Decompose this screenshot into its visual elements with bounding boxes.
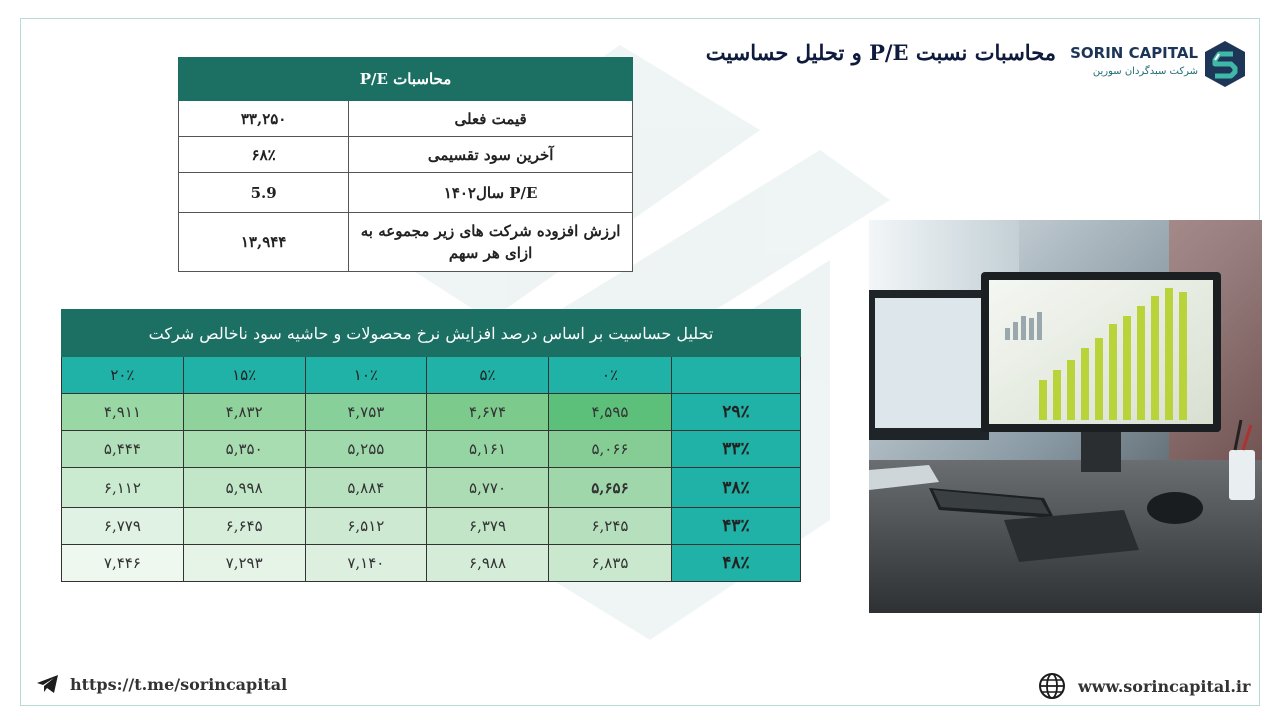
sensitivity-cell: ۵,۴۴۴ bbox=[62, 431, 184, 468]
row-header: ۴۸٪ bbox=[672, 545, 801, 582]
sensitivity-header-row bbox=[62, 357, 801, 394]
row-header: ۳۸٪ bbox=[672, 468, 801, 508]
col-header: ۵٪ bbox=[427, 357, 549, 394]
sensitivity-cell: ۴,۷۵۳ bbox=[305, 394, 427, 431]
sensitivity-cell: ۶,۲۴۵ bbox=[548, 508, 671, 545]
row-header: ۴۳٪ bbox=[672, 508, 801, 545]
monitor-chart-photo bbox=[869, 220, 1262, 613]
brand-subtitle: شرکت سبدگردان سورین bbox=[1092, 66, 1198, 77]
table-row bbox=[62, 468, 801, 508]
sensitivity-cell: ۴,۹۱۱ bbox=[62, 394, 184, 431]
sensitivity-cell: ۵,۰۶۶ bbox=[548, 431, 671, 468]
website-link[interactable] bbox=[1038, 672, 1250, 700]
table-row bbox=[179, 137, 633, 173]
sensitivity-cell: ۷,۱۴۰ bbox=[305, 545, 427, 582]
table-row bbox=[62, 508, 801, 545]
col-header: ۰٪ bbox=[548, 357, 671, 394]
table-row bbox=[62, 545, 801, 582]
pe-value: 5.9 bbox=[179, 173, 349, 213]
sensitivity-cell: ۴,۶۷۴ bbox=[427, 394, 549, 431]
sensitivity-title: تحلیل حساسیت بر اساس درصد افزایش نرخ محصولات و حاشیه سود ناخالص شرکت bbox=[62, 310, 801, 357]
sensitivity-cell: ۵,۳۵۰ bbox=[183, 431, 305, 468]
sensitivity-cell: ۵,۸۸۴ bbox=[305, 468, 427, 508]
col-header: ۲۰٪ bbox=[62, 357, 184, 394]
sensitivity-cell: ۶,۹۸۸ bbox=[427, 545, 549, 582]
sensitivity-table bbox=[61, 309, 801, 582]
col-header: ۱۰٪ bbox=[305, 357, 427, 394]
sensitivity-cell: ۵,۷۷۰ bbox=[427, 468, 549, 508]
brand-logo bbox=[1070, 40, 1246, 92]
col-header: ۱۵٪ bbox=[183, 357, 305, 394]
pe-label: ارزش افزوده شرکت های زیر مجموعه به ازای هر سهم bbox=[349, 213, 633, 272]
table-row bbox=[62, 394, 801, 431]
sensitivity-cell: ۶,۷۷۹ bbox=[62, 508, 184, 545]
brand-name: SORIN CAPITAL bbox=[1070, 44, 1198, 62]
sensitivity-cell: ۵,۹۹۸ bbox=[183, 468, 305, 508]
website-url[interactable]: www.sorincapital.ir bbox=[1078, 676, 1251, 696]
corner-cell bbox=[672, 357, 801, 394]
telegram-link[interactable] bbox=[36, 674, 287, 694]
pe-table bbox=[178, 57, 633, 272]
page-title: محاسبات نسبت P/E و تحلیل حساسیت bbox=[705, 40, 1056, 65]
row-header: ۳۳٪ bbox=[672, 431, 801, 468]
pe-label: آخرین سود تقسیمی bbox=[349, 137, 633, 173]
table-row bbox=[179, 213, 633, 272]
sensitivity-cell: ۵,۱۶۱ bbox=[427, 431, 549, 468]
sensitivity-cell: ۶,۶۴۵ bbox=[183, 508, 305, 545]
pe-value: ۱۳,۹۴۴ bbox=[179, 213, 349, 272]
pe-label: P/E سال۱۴۰۲ bbox=[349, 173, 633, 213]
table-row bbox=[179, 101, 633, 137]
globe-icon bbox=[1038, 672, 1066, 700]
pe-value: ۶۸٪ bbox=[179, 137, 349, 173]
table-row bbox=[62, 431, 801, 468]
row-header: ۲۹٪ bbox=[672, 394, 801, 431]
telegram-url[interactable]: https://t.me/sorincapital bbox=[70, 674, 288, 694]
sensitivity-cell: ۵,۲۵۵ bbox=[305, 431, 427, 468]
sensitivity-cell: ۶,۱۱۲ bbox=[62, 468, 184, 508]
sensitivity-cell: ۶,۵۱۲ bbox=[305, 508, 427, 545]
pe-value: ۳۳,۲۵۰ bbox=[179, 101, 349, 137]
sensitivity-cell: ۶,۸۳۵ bbox=[548, 545, 671, 582]
sensitivity-cell: ۷,۲۹۳ bbox=[183, 545, 305, 582]
pe-table-header: محاسبات P/E bbox=[179, 58, 633, 101]
sensitivity-cell: ۶,۳۷۹ bbox=[427, 508, 549, 545]
telegram-icon bbox=[36, 674, 60, 694]
sensitivity-cell: ۴,۵۹۵ bbox=[548, 394, 671, 431]
sensitivity-cell: ۷,۴۴۶ bbox=[62, 545, 184, 582]
sensitivity-cell: ۵,۶۵۶ bbox=[548, 468, 671, 508]
sensitivity-cell: ۴,۸۳۲ bbox=[183, 394, 305, 431]
pe-label: قیمت فعلی bbox=[349, 101, 633, 137]
table-row bbox=[179, 173, 633, 213]
sorin-logo-icon bbox=[1204, 40, 1246, 88]
